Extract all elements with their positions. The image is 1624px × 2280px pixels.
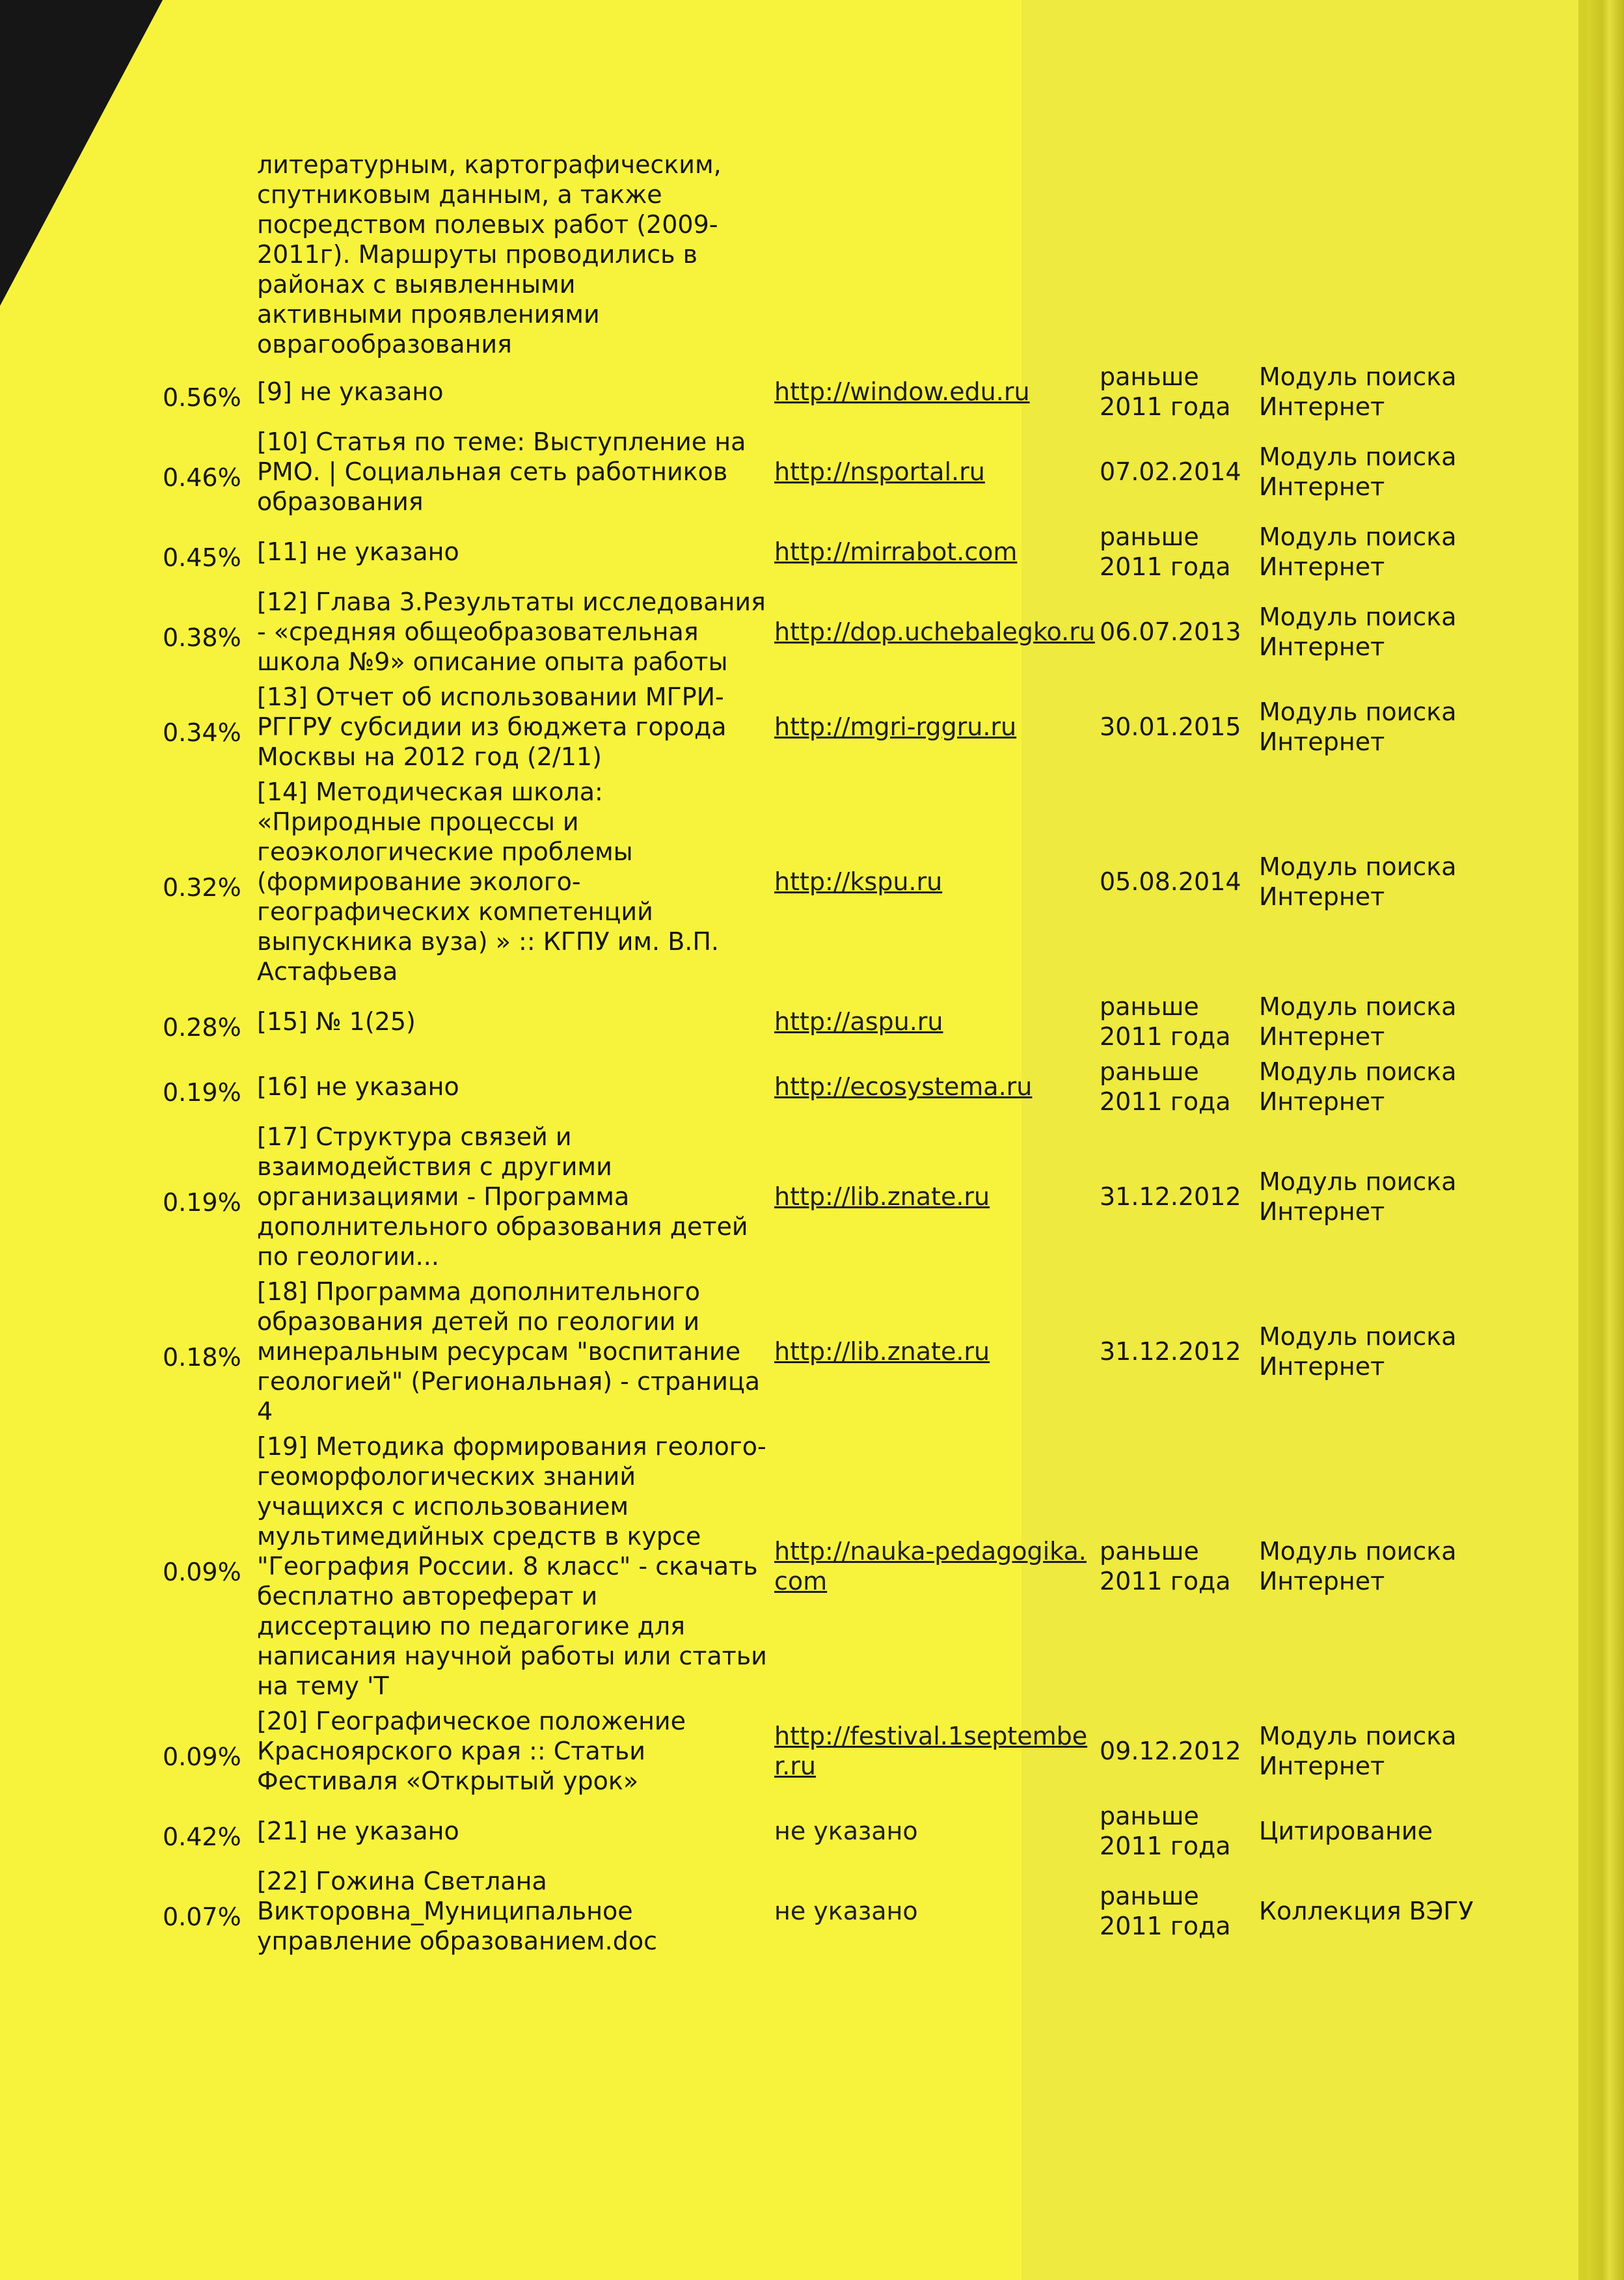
source-title: [21] не указано: [257, 1817, 459, 1845]
source-title: [14] Методическая школа: «Природные процессы и геоэкологические проблемы (формирование эколого-географических компетенций выпускника вуза) » :: КГПУ им. В.П. Астафьева: [257, 778, 720, 986]
table-row: [163, 1277, 1477, 1426]
table-row: [163, 1706, 1477, 1796]
source-link[interactable]: http://ecosystema.ru: [774, 1072, 1033, 1101]
source-title: [15] № 1(25): [257, 1007, 416, 1036]
source-date: 05.08.2014: [1100, 867, 1241, 896]
source-title: [18] Программа дополнительного образования детей по геологии и минеральным ресурсам "воспитание геологией" (Региональная) - страница 4: [257, 1277, 761, 1426]
source-date: раньше 2011 года: [1100, 522, 1231, 581]
share-percent: 0.34%: [163, 718, 241, 747]
source-title: [17] Структура связей и взаимодействия с другими организациями - Программа дополнительного образования детей по геологии...: [257, 1122, 748, 1271]
search-module: Модуль поиска Интернет: [1259, 1537, 1457, 1595]
table-row: [163, 1801, 1477, 1861]
source-link[interactable]: http://kspu.ru: [774, 867, 943, 896]
source-title: [9] не указано: [257, 377, 444, 406]
table-row: [163, 682, 1477, 772]
source-title: [10] Статья по теме: Выступление на РМО. | Социальная сеть работников образования: [257, 428, 746, 516]
source-title: [22] Гожина Светлана Викторовна_Муниципальное управление образованием.doc: [257, 1867, 657, 1955]
search-module: Модуль поиска Интернет: [1259, 698, 1457, 756]
source-date: раньше 2011 года: [1100, 1057, 1231, 1116]
source-date: раньше 2011 года: [1100, 1537, 1231, 1595]
search-module: Модуль поиска Интернет: [1259, 522, 1457, 581]
source-link[interactable]: http://aspu.ru: [774, 1007, 943, 1036]
share-percent: 0.45%: [163, 543, 241, 572]
source-date: 09.12.2012: [1100, 1737, 1241, 1765]
source-link[interactable]: http://dop.uchebalegko.ru: [774, 618, 1095, 646]
share-percent: 0.28%: [163, 1013, 241, 1042]
source-link-missing: не указано: [774, 1897, 918, 1925]
source-link[interactable]: http://mirrabot.com: [774, 537, 1018, 566]
share-percent: 0.09%: [163, 1558, 241, 1586]
table-row: [163, 1122, 1477, 1271]
table-row: [163, 427, 1477, 517]
source-date: 31.12.2012: [1100, 1182, 1241, 1211]
search-module: Модуль поиска Интернет: [1259, 603, 1457, 661]
source-date: раньше 2011 года: [1100, 1802, 1231, 1860]
source-date: 06.07.2013: [1100, 618, 1241, 646]
table-row: [163, 992, 1477, 1052]
table-row: [163, 587, 1477, 677]
source-link[interactable]: http://window.edu.ru: [774, 377, 1030, 406]
source-link[interactable]: http://festival.1september.ru: [774, 1722, 1088, 1780]
search-module: Коллекция ВЭГУ: [1259, 1897, 1474, 1925]
source-link[interactable]: http://nsportal.ru: [774, 457, 985, 486]
share-percent: 0.07%: [163, 1903, 241, 1931]
search-module: Модуль поиска Интернет: [1259, 442, 1457, 501]
source-title: [11] не указано: [257, 537, 459, 566]
source-date: 30.01.2015: [1100, 712, 1241, 741]
share-percent: 0.32%: [163, 873, 241, 902]
share-percent: 0.38%: [163, 623, 241, 652]
search-module: Модуль поиска Интернет: [1259, 1167, 1457, 1226]
share-percent: 0.19%: [163, 1188, 241, 1217]
source-title: [20] Географическое положение Красноярского края :: Статьи Фестиваля «Открытый урок»: [257, 1707, 686, 1795]
share-percent: 0.42%: [163, 1823, 241, 1851]
source-link[interactable]: http://mgri-rggru.ru: [774, 712, 1017, 741]
table-row: [163, 522, 1477, 582]
intro-text: литературным, картографическим, спутниковым данным, а также посредством полевых работ (2009-2011г). Маршруты проводились в районах с выявленными активными проявлениями оврагообразования: [257, 150, 722, 359]
source-title: [13] Отчет об использовании МГРИ-РГГРУ субсидии из бюджета города Москвы на 2012 год (2/11): [257, 683, 727, 771]
source-date: раньше 2011 года: [1100, 992, 1231, 1051]
share-percent: 0.56%: [163, 383, 241, 412]
search-module: Модуль поиска Интернет: [1259, 1722, 1457, 1780]
source-date: раньше 2011 года: [1100, 362, 1231, 421]
stacked-page-edges: [1588, 0, 1624, 2280]
share-percent: 0.46%: [163, 463, 241, 492]
source-date: 07.02.2014: [1100, 457, 1241, 486]
table-row: [163, 777, 1477, 986]
search-module: Модуль поиска Интернет: [1259, 1057, 1457, 1116]
share-percent: 0.09%: [163, 1743, 241, 1771]
share-percent: 0.19%: [163, 1078, 241, 1107]
share-percent: 0.18%: [163, 1343, 241, 1372]
table-row: [163, 362, 1477, 422]
table-row: [163, 1057, 1477, 1117]
table-row: [163, 1866, 1477, 1956]
page-edge-shadow: [1578, 0, 1588, 2280]
source-title: [19] Методика формирования геолого-геоморфологических знаний учащихся с использованием мультимедийных средств в курсе "География России. 8 класс" - скачать бесплатно автореферат и диссертацию по педагогике для написания научной работы или статьи на тему 'Т: [257, 1432, 767, 1700]
source-title: [12] Глава 3.Результаты исследования - «средняя общеобразовательная школа №9» описание опыта работы: [257, 588, 766, 676]
search-module: Модуль поиска Интернет: [1259, 852, 1457, 911]
source-title: [16] не указано: [257, 1072, 459, 1101]
table-row: [163, 1432, 1477, 1701]
source-link-missing: не указано: [774, 1817, 918, 1845]
search-module: Цитирование: [1259, 1817, 1433, 1845]
source-link[interactable]: http://nauka-pedagogika.com: [774, 1537, 1087, 1595]
search-module: Модуль поиска Интернет: [1259, 992, 1457, 1051]
source-link[interactable]: http://lib.znate.ru: [774, 1182, 990, 1211]
source-date: раньше 2011 года: [1100, 1882, 1231, 1940]
search-module: Модуль поиска Интернет: [1259, 362, 1457, 421]
source-date: 31.12.2012: [1100, 1337, 1241, 1366]
source-link[interactable]: http://lib.znate.ru: [774, 1337, 990, 1366]
search-module: Модуль поиска Интернет: [1259, 1322, 1457, 1381]
sources-table: [163, 150, 1477, 1961]
